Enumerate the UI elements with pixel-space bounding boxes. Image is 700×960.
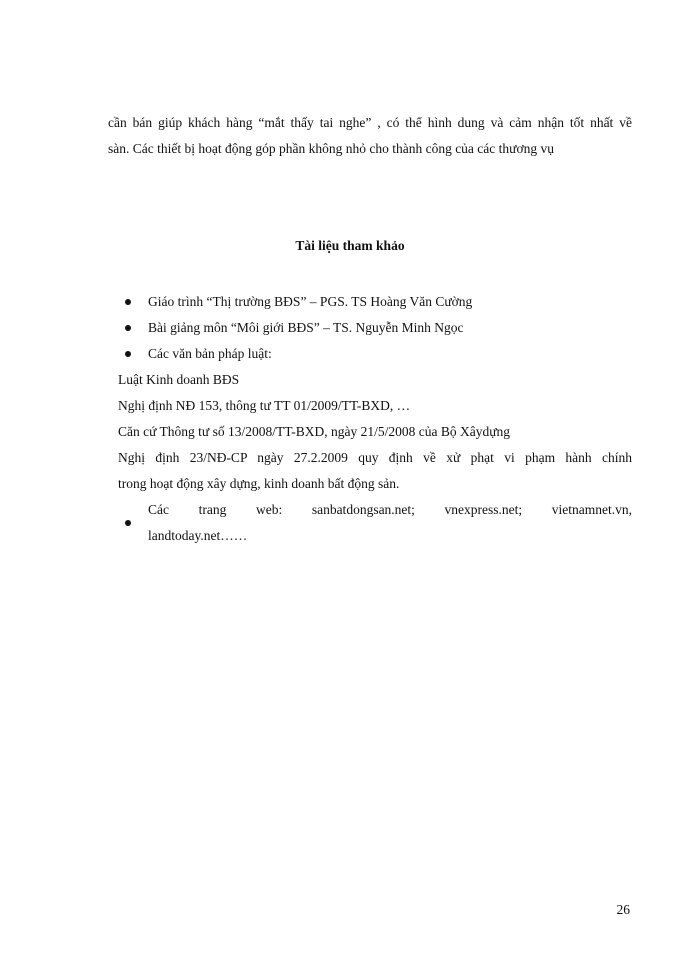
bullet-icon: [125, 299, 131, 305]
references-heading: Tài liệu tham khảo: [295, 238, 405, 253]
bullet-icon: [125, 520, 131, 526]
intro-paragraph: [108, 110, 632, 162]
bullet-icon: [125, 351, 131, 357]
websites-paragraph: [148, 497, 632, 549]
websites-line-1: Các trang web: sanbatdongsan.net; vnexpress.net; vietnamnet.vn,: [148, 502, 632, 517]
law-line-2: Nghị định NĐ 153, thông tư TT 01/2009/TT-BXD, …: [118, 398, 411, 413]
intro-line-2: sàn. Các thiết bị hoạt động góp phần không nhỏ cho thành công của các thương vụ: [108, 141, 554, 156]
reference-text: Bài giảng môn “Môi giới BĐS” – TS. Nguyễn Minh Ngọc: [148, 320, 464, 335]
law-line-1: Luật Kinh doanh BĐS: [118, 372, 240, 387]
websites-line-2: landtoday.net……: [148, 528, 248, 543]
reference-text: Giáo trình “Thị trường BĐS” – PGS. TS Hoàng Văn Cường: [148, 294, 473, 309]
bullet-icon: [125, 325, 131, 331]
intro-line-1: cần bán giúp khách hàng “mắt thấy tai nghe” , có thể hình dung và cảm nhận tốt nhất về: [108, 115, 632, 130]
law-line-3: Căn cứ Thông tư số 13/2008/TT-BXD, ngày 21/5/2008 của Bộ Xâydựng: [118, 424, 511, 439]
decree-line-2: trong hoạt động xây dựng, kinh doanh bất động sản.: [118, 476, 400, 491]
page-number: 26: [616, 902, 630, 917]
decree-paragraph: [118, 445, 632, 497]
reference-text: Các văn bản pháp luật:: [148, 346, 272, 361]
decree-line-1: Nghị định 23/NĐ-CP ngày 27.2.2009 quy định về xử phạt vi phạm hành chính: [118, 450, 632, 465]
